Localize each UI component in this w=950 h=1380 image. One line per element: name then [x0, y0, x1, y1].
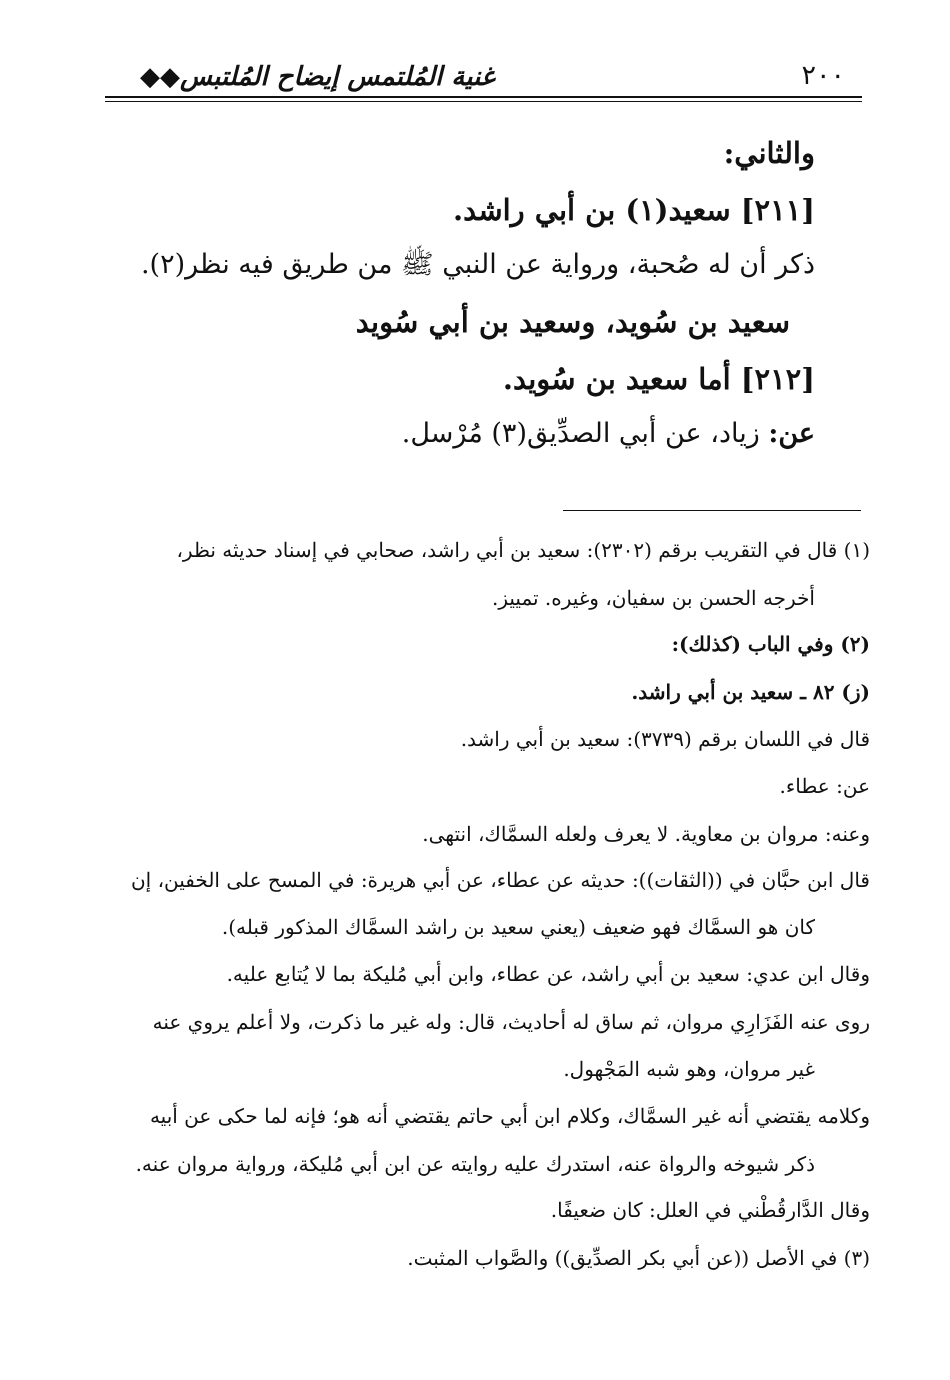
- footnote-2-line: كان هو السمَّاك فهو ضعيف (يعني سعيد بن راشد السمَّاك المذكور قبله).: [221, 915, 815, 939]
- footnote-2: (٢) وفي الباب (كذلك):: [671, 632, 870, 656]
- header-rule: [105, 96, 862, 98]
- footnote-2-entry: (ز) ٨٢ ـ سعيد بن أبي راشد.: [631, 680, 870, 704]
- footnote-3: (٣) في الأصل ((عن أبي بكر الصدِّيق)) والصَّواب المثبت.: [407, 1246, 870, 1270]
- page-header: [100, 58, 865, 98]
- section-heading: والثاني:: [723, 136, 815, 170]
- entry-212-title: [٢١٢] أما سعيد بن سُويد.: [502, 362, 815, 396]
- header-rule-thin: [105, 101, 862, 102]
- footnote-2-line: روى عنه الفَزَارِي مروان، ثم ساق له أحاديث، قال: وله غير ما ذكرت، ولا أعلم يروي عنه: [152, 1010, 870, 1034]
- footnote-2-line: عن: عطاء.: [779, 774, 870, 798]
- entry-212-rest: زياد، عن أبي الصدِّيق(٣) مُرْسل.: [401, 418, 769, 449]
- footnote-2-line: غير مروان، وهو شبه المَجْهول.: [563, 1057, 815, 1081]
- subsection-heading: سعيد بن سُويد، وسعيد بن أبي سُويد: [355, 305, 790, 339]
- footnote-2-line: وكلامه يقتضي أنه غير السمَّاك، وكلام ابن أبي حاتم يقتضي أنه هو؛ فإنه لما حكى عن أبيه: [149, 1104, 870, 1128]
- entry-212-text: [402, 418, 815, 449]
- entry-212-lead: عن:: [768, 418, 815, 449]
- footnote-2-line: ذكر شيوخه والرواة عنه، استدرك عليه روايته عن ابن أبي مُليكة، ورواية مروان عنه.: [135, 1152, 815, 1176]
- footnote-2-line: قال ابن حبَّان في ((الثقات)): حديثه عن عطاء، عن أبي هريرة: في المسح على الخفين، إن: [130, 868, 870, 892]
- entry-211-text: ذكر أن له صُحبة، ورواية عن النبي ﷺ من طريق فيه نظر(٢).: [140, 249, 815, 280]
- entry-211-title: [٢١١] سعيد(١) بن أبي راشد.: [453, 193, 815, 227]
- footnote-2-line: قال في اللسان برقم (٣٧٣٩): سعيد بن أبي راشد.: [460, 727, 870, 751]
- footnote-2-line: وقال الدَّارقُطْني في العلل: كان ضعيفًا.: [550, 1198, 870, 1222]
- footnote-1-cont: أخرجه الحسن بن سفيان، وغيره. تمييز.: [491, 586, 815, 610]
- running-title: غنية المُلتمس إيضاح المُلتبس◆◆: [140, 62, 495, 92]
- footnote-1: (١) قال في التقريب برقم (٢٣٠٢): سعيد بن أبي راشد، صحابي في إسناد حديثه نظر،: [176, 538, 870, 562]
- footnote-2-line: وقال ابن عدي: سعيد بن أبي راشد، عن عطاء، وابن أبي مُليكة بما لا يُتابع عليه.: [226, 962, 870, 986]
- footnote-2-line: وعنه: مروان بن معاوية. لا يعرف ولعله السمَّاك، انتهى.: [422, 822, 870, 846]
- page-number: ٢٠٠: [801, 60, 845, 91]
- footnote-separator: [563, 510, 861, 511]
